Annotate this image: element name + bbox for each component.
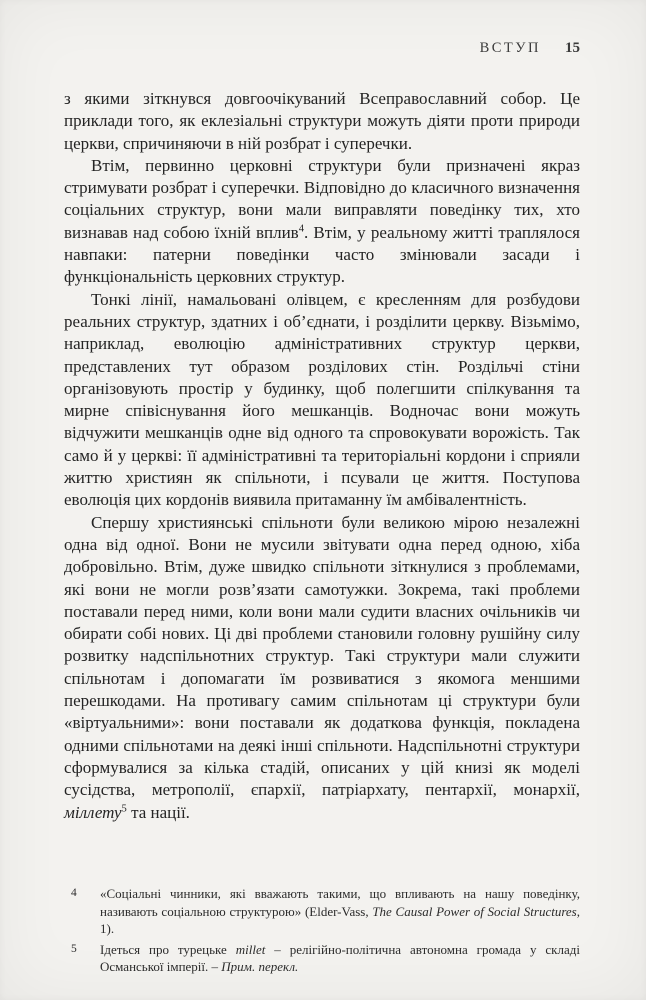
footnote-number: 5: [71, 942, 77, 955]
body-text: [64, 88, 580, 824]
paragraph: Втім, первинно церковні структури були призначені якраз стримувати розбрат і суперечки. Відповідно до класичного визначення соціальних структур, вони мали виправляти поведінку тих, хто визнавав над собою їхній вплив$^4$. Втім, у реальному житті траплялося навпаки: патерни поведінки часто змінювали засади і функціональність церковних структур.: [64, 155, 580, 287]
footnotes: [64, 885, 580, 976]
page-number: 15: [565, 40, 580, 56]
paragraph: Спершу християнські спільноти були великою мірою незалежні одна від одної. Вони не мусили звітувати одна перед одною, хіба добровільно. Втім, дуже швидко спільноти зіткнулися з проблемами, які вони не могли розв’язати самотужки. Зокрема, такі проблеми поставали перед ними, коли вони мали судити власних очільників чи обирати собі нових. Ці дві проблеми становили головну рушійну силу розвитку надспільнотних структур. Такі структури мали служити спільнотам і допомагати їм розвиватися з якомога меншими перешкодами. На противагу самим спільнотам ці структури були «віртуальними»: вони поставали як додаткова функція, покладена одними спільнотами на деякі інші спільноти. Надспільнотні структури сформувалися за кілька стадій, описаних у цій книзі як моделі сусідства, метрополії, єпархії, патріархату, пентархії, монархії, міллету$^5$ та нації.: [64, 512, 580, 822]
footnote: [64, 941, 580, 976]
footnote-text: Ідеться про турецьке millet – релігійно-політична автономна громада у складі Османської імперії. – Прим. перекл.: [100, 941, 580, 974]
chapter-title: ВСТУП: [479, 40, 541, 56]
footnote-number: 4: [71, 887, 77, 899]
paragraph: Тонкі лінії, намальовані олівцем, є кресленням для розбудови реальних структур, здатних і об’єднати, і розділити церкву. Візьмімо, наприклад, еволюцію адміністративних структур церкви, представлених тут образом розділових стін. Роздільчі стіни організовують простір у будинку, щоб полегшити спілкування та мирне співіснування його мешканців. Водночас вони можуть відчужити мешканців одне від одного та спровокувати ворожість. Так само й у церкві: її адміністративні та територіальні кордони і сприяли життю християн як спільноти, і псували це життя. Поступова еволюція цих кордонів виявила притаманну їм амбівалентність.: [64, 289, 580, 510]
page-header: [64, 39, 580, 57]
footnote: [64, 885, 580, 938]
paragraph: з якими зіткнувся довгоочікуваний Всеправославний собор. Це приклади того, як еклезіальні структури можуть діяти проти природи церкви, спричиняючи в ній розбрат і суперечки.: [64, 89, 580, 153]
footnote-text: «Соціальні чинники, які вважають такими, що впливають на нашу поведінку, називають соціальною структурою» (Elder-Vass, The Causal Power of Social Structures, 1).: [100, 886, 580, 936]
